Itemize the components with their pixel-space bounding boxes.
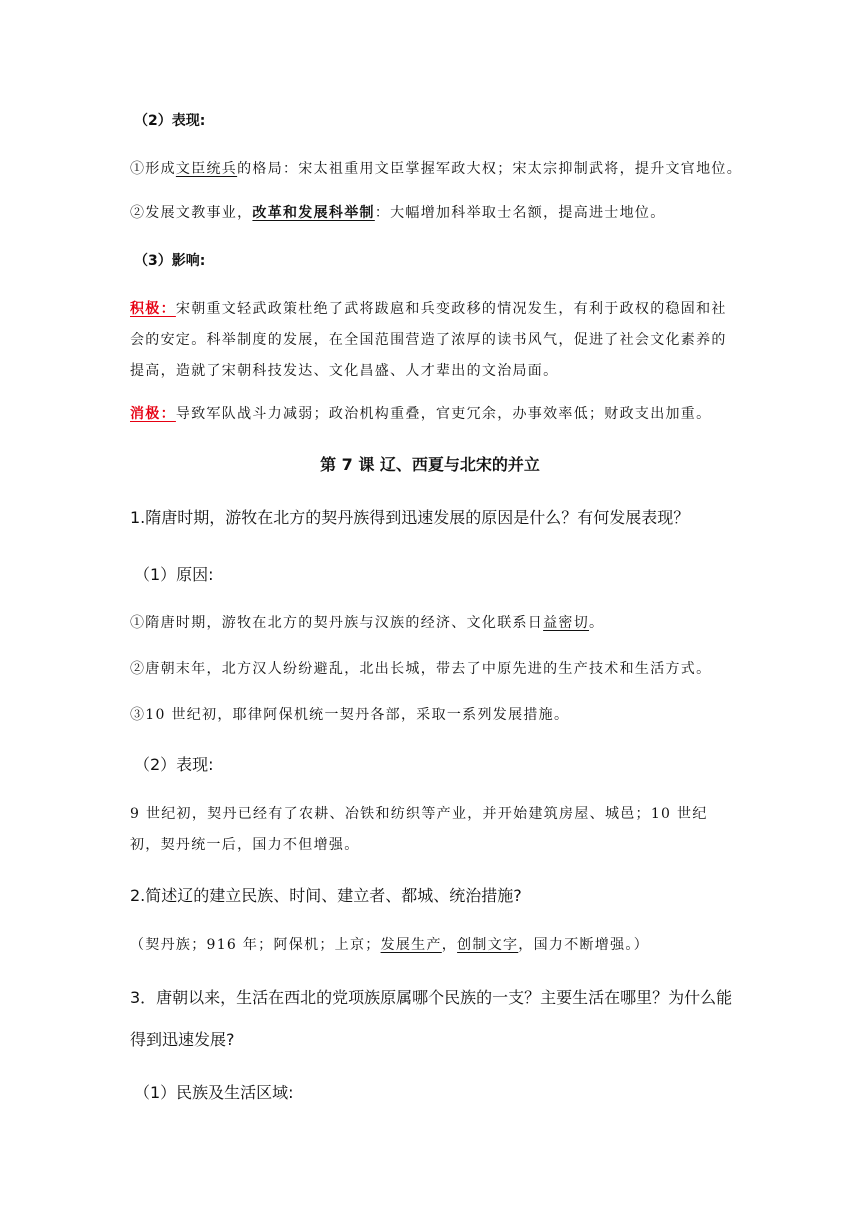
underlined-term: 益密切 [543, 615, 590, 631]
paragraph-positive-impact: 积极：宋朝重文轻武政策杜绝了武将跋扈和兵变政移的情况发生，有利于政权的稳固和社 [130, 301, 727, 317]
reason-1: ①隋唐时期，游牧在北方的契丹族与汉族的经济、文化联系日益密切。 [130, 615, 605, 631]
positive-label: 积极： [130, 301, 176, 317]
underlined-term: 创制文字 [457, 937, 519, 953]
reason-3: ③10 世纪初，耶律阿保机统一契丹各部，采取一系列发展措施。 [130, 707, 570, 723]
underlined-term: 发展生产 [380, 937, 442, 953]
paragraph-civil-official-command: ①形成文臣统兵的格局：宋太祖重用文臣掌握军政大权；宋太宗抑制武将，提升文官地位。 [130, 161, 743, 177]
question-3-line2: 得到迅速发展? [130, 1030, 235, 1049]
section-heading-impact: （3）影响: [134, 253, 206, 269]
negative-label: 消极： [130, 406, 176, 422]
underlined-term: 改革和发展科举制 [252, 205, 375, 221]
question-1-show-heading: （2）表现: [134, 755, 214, 774]
question-2: 2.简述辽的建立民族、时间、建立者、都城、统治措施? [130, 886, 522, 905]
question-3-line1: 3．唐朝以来，生活在西北的党项族原属哪个民族的一支？主要生活在哪里？为什么能 [130, 988, 733, 1007]
answer-2: （契丹族；916 年；阿保机；上京；发展生产，创制文字，国力不断增强。） [130, 937, 649, 953]
question-3-heading: （1）民族及生活区域: [134, 1083, 294, 1102]
paragraph-exam-reform: ②发展文教事业，改革和发展科举制：大幅增加科举取士名额，提高进士地位。 [130, 205, 666, 221]
lesson-title: 第 7 课 辽、西夏与北宋的并立 [320, 455, 540, 474]
paragraph-negative-impact: 消极：导致军队战斗力减弱；政治机构重叠，官吏冗余，办事效率低；财政支出加重。 [130, 406, 712, 422]
paragraph-positive-impact-line3: 提高，造就了宋朝科技发达、文化昌盛、人才辈出的文治局面。 [130, 363, 559, 379]
performance-paragraph-line2: 初，契丹统一后，国力不但增强。 [130, 837, 360, 853]
question-1: 1.隋唐时期，游牧在北方的契丹族得到迅速发展的原因是什么？有何发展表现？ [130, 508, 690, 527]
section-heading-performance: （2）表现: [134, 113, 206, 129]
performance-paragraph-line1: 9 世纪初，契丹已经有了农耕、冶铁和纺织等产业，并开始建筑房屋、城邑；10 世纪 [130, 806, 708, 822]
underlined-term: 文臣统兵 [175, 161, 238, 177]
paragraph-positive-impact-line2: 会的安定。科举制度的发展，在全国范围营造了浓厚的读书风气，促进了社会文化素养的 [130, 332, 727, 348]
reason-2: ②唐朝末年，北方汉人纷纷避乱，北出长城，带去了中原先进的生产技术和生活方式。 [130, 661, 712, 677]
question-1-reason-heading: （1）原因: [134, 565, 214, 584]
